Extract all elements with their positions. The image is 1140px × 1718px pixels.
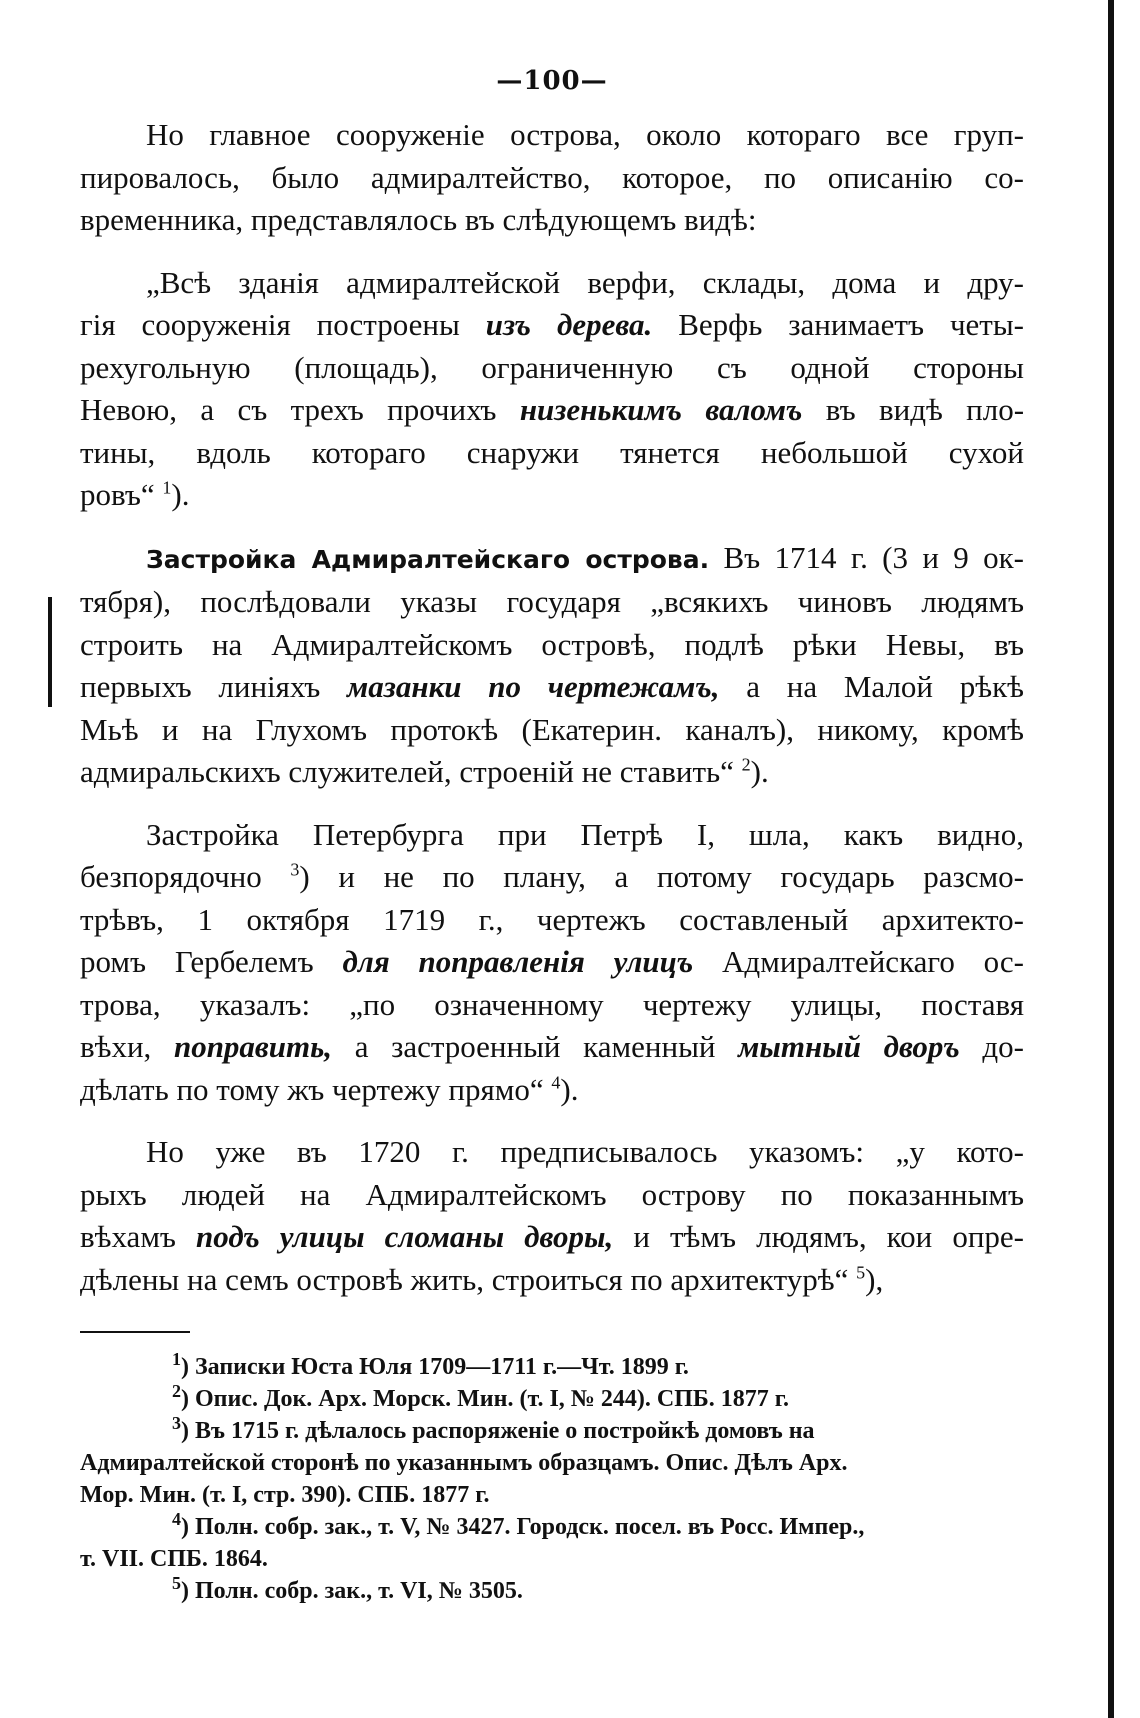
footnote-ref: 3 [290, 859, 300, 880]
text-line: временника, представлялось въ слѣдующемъ видѣ: [80, 202, 757, 237]
paragraph-2 [80, 262, 1024, 517]
paragraph-3 [80, 537, 1024, 794]
text-line: Застройка Петербурга при Петрѣ I, шла, какъ видно, [146, 816, 1024, 852]
text-line: строить на Адмиралтейскомъ островѣ, подлѣ рѣки Невы, въ [80, 626, 1024, 662]
footnote-ref: 5 [856, 1262, 866, 1283]
text-line: Но уже въ 1720 г. предписывалось указомъ: „у кото- [146, 1134, 1024, 1169]
footnote-separator [80, 1331, 190, 1333]
text-line: трѣвъ, 1 октября 1719 г., чертежъ составленый архитекто- [80, 901, 1024, 937]
footnote [80, 1415, 1024, 1511]
text-line: дѣлены на семъ островѣ жить, строиться по архитектурѣ“ $^5$), [80, 1261, 884, 1297]
text-line: тины, вдоль котораго снаружи тянется небольшой сухой [80, 434, 1024, 470]
margin-mark [48, 597, 52, 707]
footnote-ref: 4 [551, 1072, 561, 1093]
paragraph-1 [80, 114, 1024, 242]
footnote-ref: 2 [741, 754, 751, 775]
footnotes [80, 1351, 1024, 1607]
italic-emphasis: мазанки по чертежамъ, [347, 669, 720, 704]
footnote-line: $^4$) Полн. собр. зак., т. V, № 3427. Городск. посел. въ Росс. Импер., [172, 1509, 865, 1540]
text-line: рыхъ людей на Адмиралтейскомъ острову по показаннымъ [80, 1176, 1024, 1212]
text-line: трова, указалъ: „по означенному чертежу улицы, поставя [80, 986, 1024, 1022]
italic-emphasis: низенькимъ валомъ [519, 392, 803, 427]
text-line: тября), послѣдовали указы государя „всякихъ чиновъ людямъ [80, 584, 1024, 619]
text-line: рехугольную (площадь), ограниченную съ одной стороны [80, 349, 1024, 385]
italic-emphasis: подъ улицы сломаны дворы, [196, 1219, 614, 1254]
footnote-line: $^1$) Записки Юста Юля 1709—1711 г.—Чт. 1899 г. [172, 1349, 689, 1380]
text-line: вѣхи, поправить, а застроенный каменный мытный дворъ до- [80, 1029, 1025, 1064]
footnote-line: т. VII. СПБ. 1864. [80, 1546, 268, 1572]
footnote-ref: 1 [162, 477, 172, 498]
footnote-line: Мор. Мин. (т. I, стр. 390). СПБ. 1877 г. [80, 1482, 490, 1508]
text-line: первыхъ линіяхъ мазанки по чертежамъ, а на Малой рѣкѣ [80, 669, 1024, 704]
text-line: безпорядочно $^3$) и не по плану, а потому государь разсмо- [80, 859, 1024, 894]
text-line: Застройка Адмиралтейскаго острова. Въ 1714 г. (3 и 9 ок- [146, 539, 1024, 575]
footnote [80, 1511, 1024, 1575]
italic-emphasis: для поправленія улицъ [342, 944, 694, 979]
footnote-line: $^5$) Полн. собр. зак., т. VI, № 3505. [172, 1573, 523, 1604]
footnote [80, 1351, 1024, 1383]
text-line: Невою, а съ трехъ прочихъ низенькимъ валомъ въ видѣ пло- [80, 392, 1025, 427]
text-line: пировалось, было адмиралтейство, которое, по описанію со- [80, 159, 1024, 195]
book-page [80, 52, 1024, 1682]
footnote-line: $^3$) Въ 1715 г. дѣлалось распоряженіе о постройкѣ домовъ на [172, 1413, 815, 1444]
page-edge-rule [1108, 0, 1114, 1718]
paragraph-4 [80, 814, 1024, 1112]
italic-emphasis: изъ дерева. [485, 307, 653, 342]
text-line: Мьѣ и на Глухомъ протокѣ (Екатерин. каналъ), никому, кромѣ [80, 711, 1024, 747]
footnote [80, 1383, 1024, 1415]
text-line: вѣхамъ подъ улицы сломаны дворы, и тѣмъ людямъ, кои опре- [80, 1219, 1024, 1254]
section-heading: Застройка Адмиралтейскаго острова. [146, 544, 710, 574]
text-line: адмиральскихъ служителей, строеній не ставить“ $^2$). [80, 754, 769, 789]
footnote [80, 1575, 1024, 1607]
footnote-line: $^2$) Опис. Док. Арх. Морск. Мин. (т. I, № 244). СПБ. 1877 г. [172, 1381, 789, 1412]
text-line: „Всѣ зданія адмиралтейской верфи, склады, дома и дру- [146, 264, 1024, 300]
text-line: ровъ“ $^1$). [80, 477, 190, 512]
italic-emphasis: мытный дворъ [738, 1029, 960, 1064]
paragraph-5 [80, 1131, 1024, 1301]
page-number: —100— [496, 66, 608, 96]
footnote-line: Адмиралтейской сторонѣ по указаннымъ образцамъ. Опис. Дѣлъ Арх. [80, 1450, 848, 1476]
text-line: гія сооруженія построены изъ дерева. Верфь занимаетъ четы- [80, 307, 1024, 342]
text-line: дѣлать по тому жъ чертежу прямо“ $^4$). [80, 1071, 579, 1107]
italic-emphasis: поправить, [173, 1029, 333, 1064]
text-line: Но главное сооруженіе острова, около котораго все груп- [146, 117, 1024, 152]
text-line: ромъ Гербелемъ для поправленія улицъ Адмиралтейскаго ос- [80, 944, 1025, 979]
